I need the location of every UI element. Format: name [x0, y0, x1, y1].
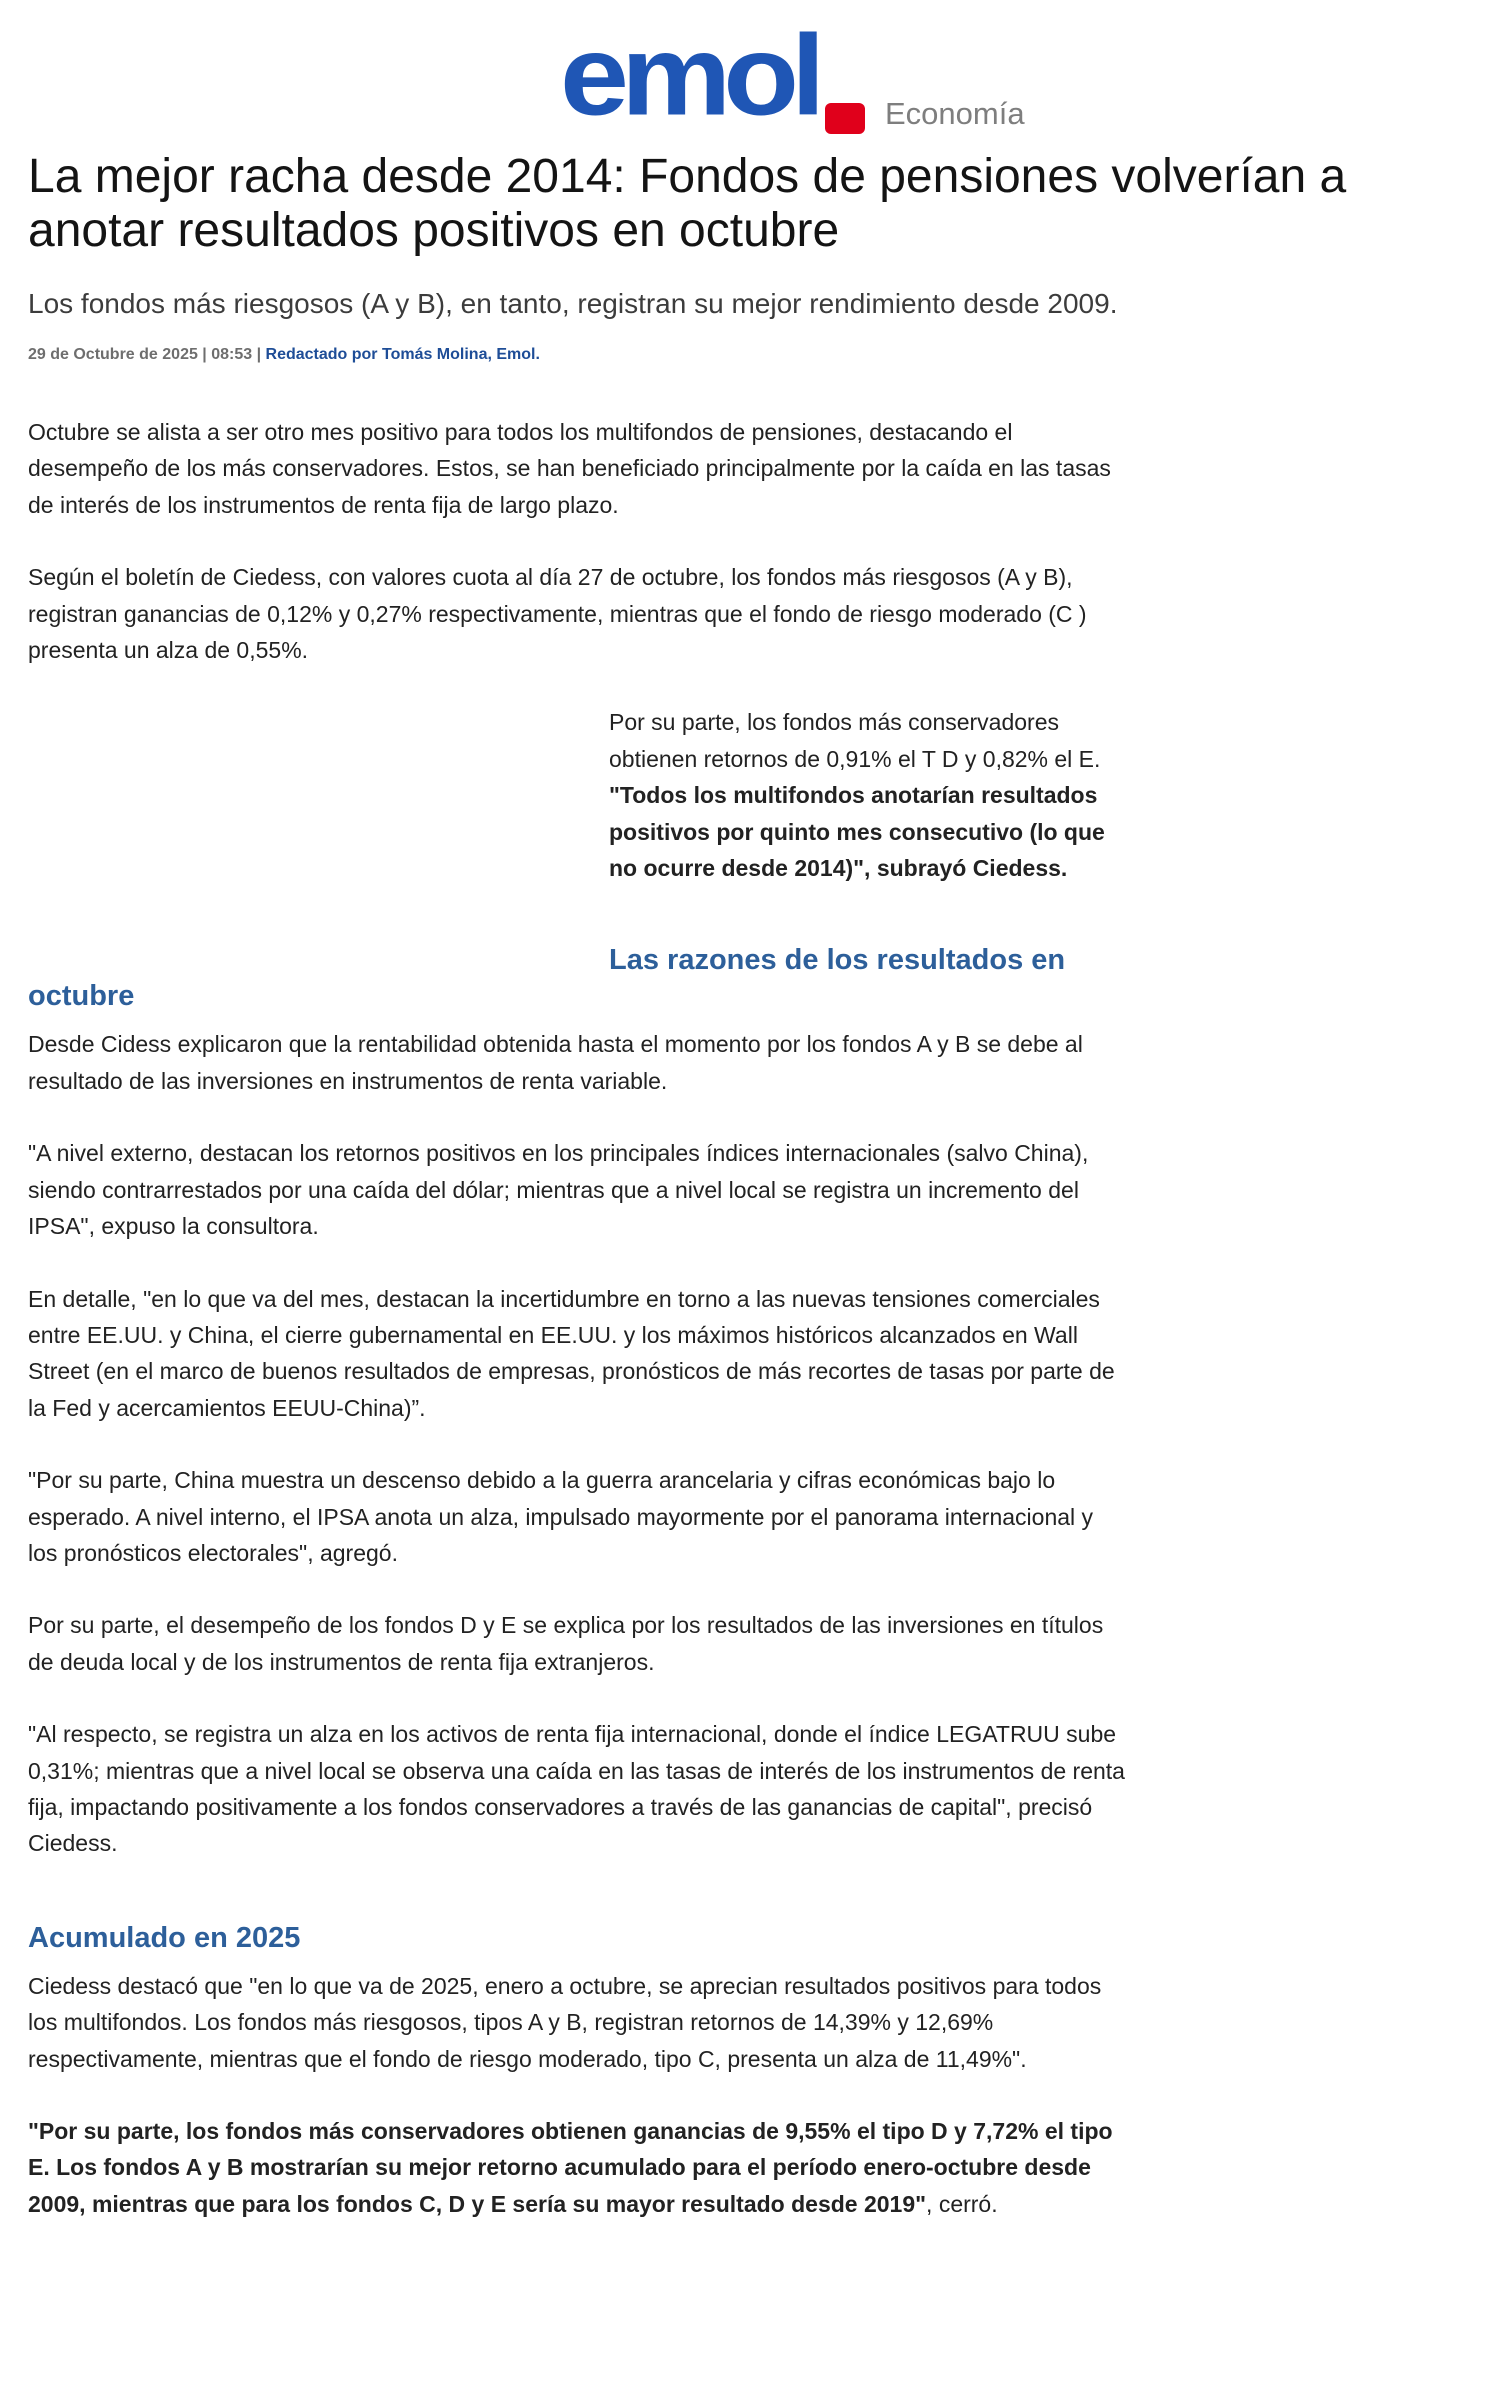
article-subtitle: Los fondos más riesgosos (A y B), en tanto, registran su mejor rendimiento desde 2009. [28, 288, 1118, 319]
paragraph: "Al respecto, se registra un alza en los activos de renta fija internacional, donde el índice LEGATRUU sube 0,31%; mientras que a nivel local se observa una caída en las tasas de interés de los instrumentos de renta fija, impactando positivamente a los fondos conservadores a través de las ganancias de capital", precisó Ciedess. [28, 1721, 1125, 1857]
heading-part-1: Las razones de los resultados en [609, 944, 1066, 977]
paragraph: Ciedess destacó que "en lo que va de 2025, enero a octubre, se aprecian resultados positivos para todos los multifondos. Los fondos más riesgosos, tipos A y B, registran retornos de 14,39% y 12,69% respectivamente, mientras que el fondo de riesgo moderado, tipo C, presenta un alza de 11,49%". [28, 1972, 1102, 2072]
aside-paragraph [609, 704, 1134, 886]
article-body [28, 414, 1128, 2222]
article [28, 150, 1347, 2222]
article-author[interactable]: Redactado por Tomás Molina, Emol. [265, 346, 540, 363]
paragraph: Según el boletín de Ciedess, con valores cuota al día 27 de octubre, los fondos más riesgosos (A y B), registran ganancias de 0,12% y 0,27% respectivamente, mientras que el fondo de riesgo moderado (C ) presenta un alza de 0,55%. [28, 564, 1087, 664]
section-heading-razones [28, 942, 1128, 1014]
logo-red-dot [825, 103, 865, 134]
aside-text: Por su parte, los fondos más conservadores obtienen retornos de 0,91% el T D y 0,82% el E. [609, 709, 1101, 772]
site-header [0, 12, 1500, 140]
logo-wordmark: emol [560, 12, 818, 140]
paragraph: "A nivel externo, destacan los retornos positivos en los principales índices internacionales (salvo China), siendo contrarrestados por una caída del dólar; mientras que a nivel local se registra un incremento del IPSA", expuso la consultora. [28, 1140, 1089, 1240]
heading-part-2: octubre [28, 980, 135, 1013]
paragraph: En detalle, "en lo que va del mes, destacan la incertidumbre en torno a las nuevas tensiones comerciales entre EE.UU. y China, el cierre gubernamental en EE.UU. y los máximos históricos alcanzados en Wall Street (en el marco de buenos resultados de empresas, pronósticos de más recortes de tasas por parte de la Fed y acercamientos EEUU-China)”. [28, 1285, 1115, 1421]
paragraph: Octubre se alista a ser otro mes positivo para todos los multifondos de pensiones, destacando el desempeño de los más conservadores. Estos, se han beneficiado principalmente por la caída en las tasas de interés de los instrumentos de renta fija de largo plazo. [28, 419, 1111, 518]
emol-logo[interactable] [560, 12, 818, 140]
closing-quote: "Por su parte, los fondos más conservadores obtienen ganancias de 9,55% el tipo D y 7,72% el tipo E. Los fondos A y B mostrarían su mejor retorno acumulado para el período enero-octubre desde 2009, mientras que para los fondos C, D y E sería su mayor resultado desde 2019" [28, 2118, 1113, 2217]
article-byline [28, 346, 1128, 364]
paragraph: "Por su parte, China muestra un descenso debido a la guerra arancelaria y cifras económicas bajo lo esperado. A nivel interno, el IPSA anota un alza, impulsado mayormente por el panorama internacional y los pronósticos electorales", agregó. [28, 1467, 1094, 1566]
paragraph: Desde Cidess explicaron que la rentabilidad obtenida hasta el momento por los fondos A y B se debe al resultado de las inversiones en instrumentos de renta variable. [28, 1031, 1083, 1094]
closing-paragraph [28, 2113, 1128, 2222]
article-date: 29 de Octubre de 2025 | 08:53 | [28, 346, 266, 363]
closing-text: , cerró. [926, 2190, 998, 2217]
article-title: La mejor racha desde 2014: Fondos de pensiones volverían a anotar resultados positivos en octubre [28, 150, 1347, 257]
section-label[interactable]: Economía [885, 96, 1025, 131]
section-heading-acumulado: Acumulado en 2025 [28, 1921, 301, 1954]
aside-quote: "Todos los multifondos anotarían resultados positivos por quinto mes consecutivo (lo que no ocurre desde 2014)", subrayó Ciedess. [609, 782, 1105, 882]
paragraph: Por su parte, el desempeño de los fondos D y E se explica por los resultados de las inversiones en títulos de deuda local y de los instrumentos de renta fija extranjeros. [28, 1612, 1104, 1675]
